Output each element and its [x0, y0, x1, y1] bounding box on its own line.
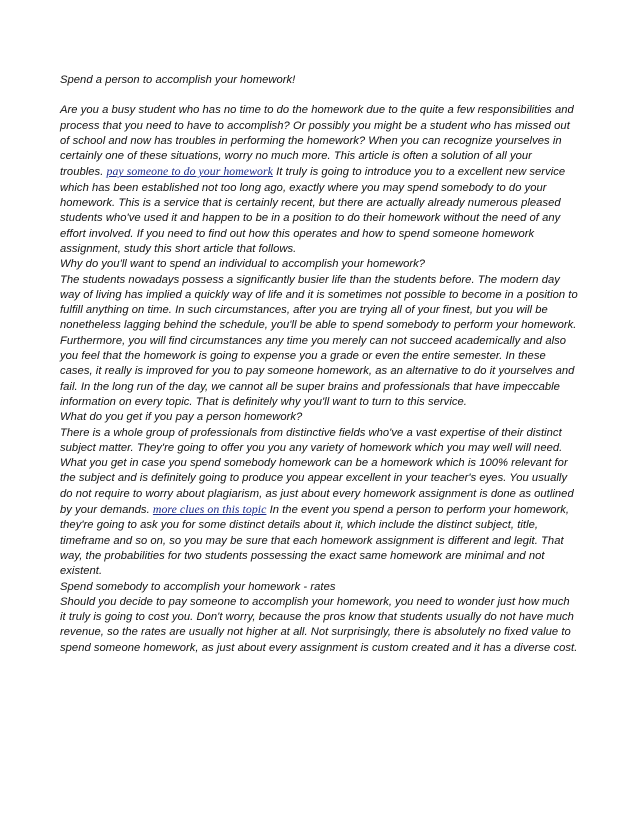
intro-text-start: Are you a busy student who has no time to do the homework due to the quite a few responsibilities and process that you need to have to accomplish? Or possibly you might be a student who has missed out of school and now has troubles in performing the homework? When you can recognize yourselves in certainly one of these situations, worry no much more. This article is often a solution of all your troubles.: [60, 104, 574, 179]
section-heading-what: What do you get if you pay a person homework?: [60, 411, 303, 424]
why-paragraph: The students nowadays possess a significantly busier life than the students before. The modern day way of living has implied a quickly way of life and it is sometimes not possible to become in a position to fulfill anything on time. In such circumstances, after you are trying all of your finest, but you will be nonetheless lagging behind the schedule, you'll be able to spend somebody to perform your homework. Furthermore, you will find circumstances any time you merely can not succeed academically and also you feel that the homework is going to expense you a grade or even the entire semester. In these cases, it really is improved for you to pay someone homework, as an alternative to do it yourselves and fail. In the long run of the day, we cannot all be super brains and professionals that have impeccable information on every topic. That is definitely why you'll want to turn to this service.: [60, 273, 578, 408]
document-title: Spend a person to accomplish your homework!: [60, 74, 296, 86]
intro-paragraph: [60, 103, 578, 257]
document-body: [60, 73, 578, 656]
what-paragraph: [60, 426, 578, 580]
what-text-start: There is a whole group of professionals from distinctive fields who've a vast expertise of their distinct subject matter. They're going to offer you you any variety of homework which you may well will need. What you get in case you spend somebody homework can be a homework which is 100% relevant for the subject and is definitely going to produce you appear excellent in your teacher's eyes. You usually do not require to worry about plagiarism, as just about every homework assignment is done as outlined by your demands.: [60, 426, 574, 517]
section-heading-rates: Spend somebody to accomplish your homework - rates: [60, 580, 336, 593]
section-heading-why: Why do you'll want to spend an individual to accomplish your homework?: [60, 258, 426, 271]
more-clues-link[interactable]: more clues on this topic: [152, 502, 267, 517]
pay-someone-link[interactable]: pay someone to do your homework: [106, 164, 273, 179]
rates-paragraph: Should you decide to pay someone to accomplish your homework, you need to wonder just how much it truly is going to cost you. Don't worry, because the pros know that students usually do not have much revenue, so the rates are usually not higher at all. Not surprisingly, there is absolutely no fixed value to spend someone homework, as just about every assignment is custom created and it has a diverse cost.: [60, 595, 578, 654]
intro-text-end: It truly is going to introduce you to a excellent new service which has been established not too long ago, exactly where you may spend somebody to do your homework. This is a service that is certainly recent, but there are actually already numerous pleased students who've used it and happen to be in a position to do their homework without the need of any effort involved. If you need to find out how this operates and how to spend someone homework assignment, study this short article that follows.: [60, 166, 566, 255]
what-text-end: In the event you spend a person to perform your homework, they're going to ask you for some distinct details about it, which include the distinct subject, title, timeframe and so on, so you may be sure that each homework assignment is different and legit. That way, the probabilities for two students possessing the exact same homework are minimal and not existent.: [60, 504, 570, 578]
